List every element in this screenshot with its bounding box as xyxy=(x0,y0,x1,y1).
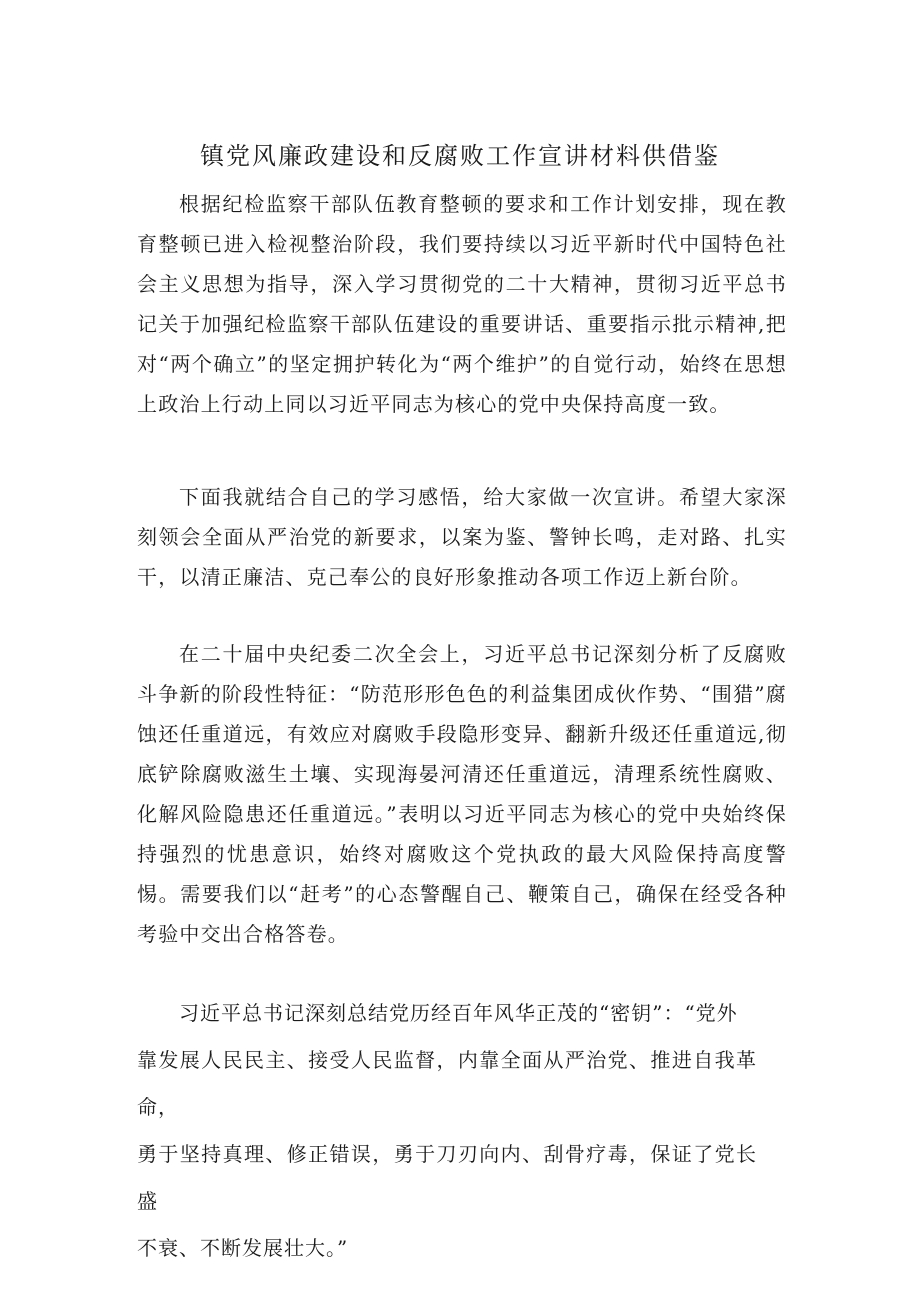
document-title: 镇党风廉政建设和反腐败工作宣讲材料供借鉴 xyxy=(200,142,720,170)
paragraph-anticorruption: 在二十届中央纪委二次全会上，习近平总书记深刻分析了反腐败斗争新的阶段性特征：“防范形形色色的利益集团成伙作势、“围猎”腐蚀还任重道远，有效应对腐败手段隐形变异、翻新升级还任重道远,彻底铲除腐败滋生土壤、实现海晏河清还任重道远，清理系统性腐败、化解风险隐患还任重道远。”表明以习近平同志为核心的党中央始终保持强烈的忧患意识，始终对腐败这个党执政的最大风险保持高度警惕。需要我们以“赶考”的心态警醒自己、鞭策自己，确保在经受各种考验中交出合格答卷。 xyxy=(137,642,787,946)
paragraph-intro: 根据纪检监察干部队伍教育整顿的要求和工作计划安排，现在教育整顿已进入检视整治阶段，我们要持续以习近平新时代中国特色社会主义思想为指导，深入学习贯彻党的二十大精神，贯彻习近平总书记关于加强纪检监察干部队伍建设的重要讲话、重要指示批示精神,把对“两个确立”的坚定拥护转化为“两个维护”的自觉行动，始终在思想上政治上行动上同以习近平同志为核心的党中央保持高度一致。 xyxy=(137,192,787,416)
paragraph-purpose: 下面我就结合自己的学习感悟，给大家做一次宣讲。希望大家深刻领会全面从严治党的新要求，以案为鉴、警钟长鸣，走对路、扎实干，以清正廉洁、克己奉公的良好形象推动各项工作迈上新台阶。 xyxy=(137,485,787,589)
paragraph-key-quote: 习近平总书记深刻总结党历经百年风华正茂的“密钥”：“党外 靠发展人民民主、接受人民监督，内靠全面从严治党、推进自我革命， 勇于坚持真理、修正错误，勇于刀刃向内、刮骨疗毒，保证了党长盛 不衰、不断发展壮大。” xyxy=(137,1001,757,1260)
